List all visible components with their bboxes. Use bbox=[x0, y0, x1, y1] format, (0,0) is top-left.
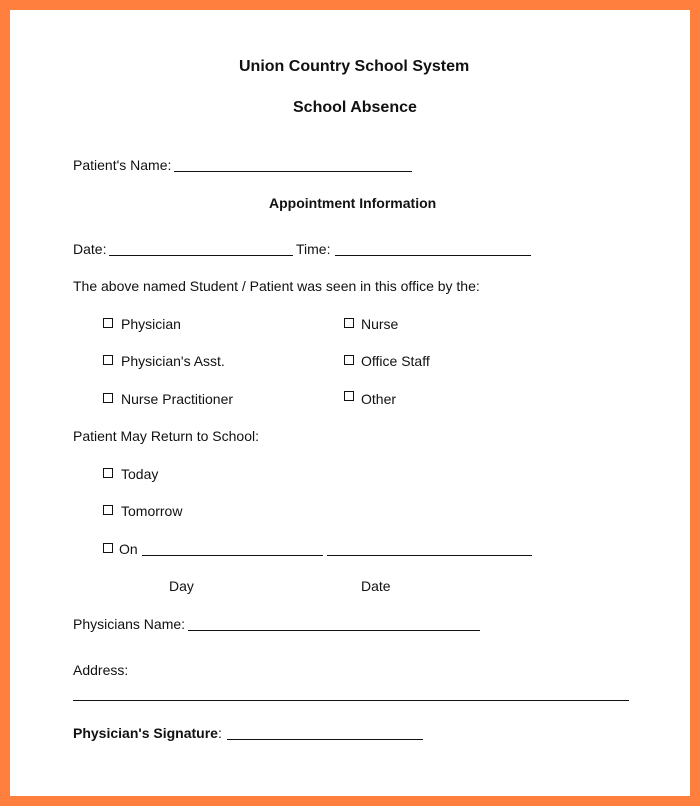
today-checkbox[interactable] bbox=[103, 468, 113, 478]
signature-label-text: Physician's Signature bbox=[73, 725, 218, 741]
signature-field[interactable] bbox=[227, 739, 423, 740]
time-label: Time: bbox=[296, 241, 331, 257]
physicians-asst-checkbox[interactable] bbox=[103, 355, 113, 365]
other-checkbox[interactable] bbox=[344, 391, 354, 401]
today-option-label: Today bbox=[121, 466, 159, 482]
nurse-option-label: Nurse bbox=[361, 316, 399, 332]
date-label: Date: bbox=[73, 241, 107, 257]
org-title: Union Country School System bbox=[239, 58, 470, 75]
nurse-practitioner-option-label: Nurse Practitioner bbox=[121, 391, 234, 407]
signature-label bbox=[73, 725, 222, 741]
form-page bbox=[10, 10, 690, 796]
day-caption: Day bbox=[169, 578, 194, 594]
office-staff-option-label: Office Staff bbox=[361, 353, 430, 369]
date-field[interactable] bbox=[109, 255, 293, 256]
form-title: School Absence bbox=[293, 99, 417, 116]
physician-option-label: Physician bbox=[121, 316, 181, 332]
patient-name-field[interactable] bbox=[174, 171, 412, 172]
appointment-heading: Appointment Information bbox=[269, 195, 437, 211]
address-label: Address: bbox=[73, 662, 129, 678]
nurse-checkbox[interactable] bbox=[344, 318, 354, 328]
nurse-practitioner-checkbox[interactable] bbox=[103, 393, 113, 403]
return-date-field[interactable] bbox=[327, 555, 532, 556]
tomorrow-checkbox[interactable] bbox=[103, 505, 113, 515]
tomorrow-option-label: Tomorrow bbox=[121, 503, 183, 519]
on-checkbox[interactable] bbox=[103, 543, 113, 553]
return-label: Patient May Return to School: bbox=[73, 428, 259, 444]
address-field[interactable] bbox=[73, 700, 629, 701]
physicians-asst-option-label: Physician's Asst. bbox=[121, 353, 225, 369]
date-caption: Date bbox=[361, 578, 391, 594]
seen-statement: The above named Student / Patient was seen in this office by the: bbox=[73, 278, 480, 294]
physician-name-label: Physicians Name: bbox=[73, 616, 186, 632]
physician-name-field[interactable] bbox=[188, 630, 480, 631]
time-field[interactable] bbox=[335, 255, 531, 256]
patient-name-label: Patient's Name: bbox=[73, 157, 172, 173]
other-option-label: Other bbox=[361, 391, 397, 407]
physician-checkbox[interactable] bbox=[103, 318, 113, 328]
return-day-field[interactable] bbox=[142, 555, 323, 556]
office-staff-checkbox[interactable] bbox=[344, 355, 354, 365]
on-option-label: On bbox=[119, 541, 138, 557]
signature-colon: : bbox=[217, 725, 222, 741]
